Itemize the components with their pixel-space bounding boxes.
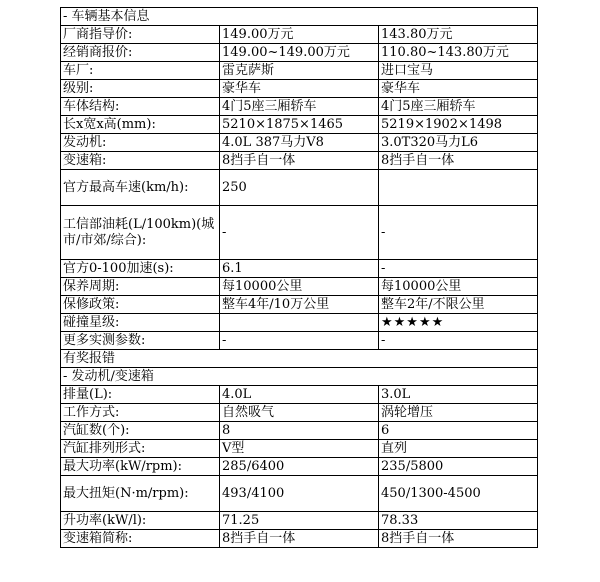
value-car-b: - <box>379 206 538 260</box>
value-car-b: 235/5800 <box>379 458 538 476</box>
table-row <box>61 278 538 296</box>
row-label: 工作方式: <box>61 404 220 422</box>
value-car-b: 8挡手自一体 <box>379 530 538 548</box>
row-label: 排量(L): <box>61 386 220 404</box>
value-car-b: 进口宝马 <box>379 62 538 80</box>
table-row <box>61 44 538 62</box>
table-row <box>61 458 538 476</box>
crash-rating-stars: ★★★★★ <box>379 314 538 332</box>
value-car-b: 6 <box>379 422 538 440</box>
row-label: 经销商报价: <box>61 44 220 62</box>
value-car-b: 78.33 <box>379 512 538 530</box>
value-car-b: 直列 <box>379 440 538 458</box>
value-car-b: 4门5座三厢轿车 <box>379 98 538 116</box>
table-row <box>61 314 538 332</box>
value-car-a: 自然吸气 <box>220 404 379 422</box>
value-car-a: 285/6400 <box>220 458 379 476</box>
table-row <box>61 440 538 458</box>
value-car-b: 8挡手自一体 <box>379 152 538 170</box>
value-car-a: 雷克萨斯 <box>220 62 379 80</box>
row-label: 保修政策: <box>61 296 220 314</box>
value-car-a: V型 <box>220 440 379 458</box>
value-car-a: 6.1 <box>220 260 379 278</box>
table-row <box>61 134 538 152</box>
row-label: 工信部油耗(L/100km)(城市/市郊/综合): <box>61 206 220 260</box>
row-label: 变速箱简称: <box>61 530 220 548</box>
value-car-a: 5210×1875×1465 <box>220 116 379 134</box>
value-car-b: 涡轮增压 <box>379 404 538 422</box>
table-row <box>61 98 538 116</box>
table-row <box>61 206 538 260</box>
section-header-basic <box>61 8 538 26</box>
value-car-a: - <box>220 332 379 350</box>
table-row <box>61 296 538 314</box>
table-row <box>61 116 538 134</box>
table-row <box>61 530 538 548</box>
value-car-a: 250 <box>220 170 379 206</box>
section-title[interactable]: - 发动机/变速箱 <box>61 368 538 386</box>
value-car-b: - <box>379 332 538 350</box>
value-car-a: 4.0L <box>220 386 379 404</box>
section-header-award <box>61 350 538 368</box>
value-car-b: 110.80~143.80万元 <box>379 44 538 62</box>
value-car-b: 143.80万元 <box>379 26 538 44</box>
table-row <box>61 152 538 170</box>
value-car-b: 豪华车 <box>379 80 538 98</box>
row-label: 官方0-100加速(s): <box>61 260 220 278</box>
value-car-a: 149.00~149.00万元 <box>220 44 379 62</box>
row-label: 车厂: <box>61 62 220 80</box>
value-car-a: 4门5座三厢轿车 <box>220 98 379 116</box>
value-car-a: 4.0L 387马力V8 <box>220 134 379 152</box>
row-label: 保养周期: <box>61 278 220 296</box>
table-row <box>61 512 538 530</box>
value-car-a: 71.25 <box>220 512 379 530</box>
table-row <box>61 80 538 98</box>
row-label: 最大功率(kW/rpm): <box>61 458 220 476</box>
value-car-a: 整车4年/10万公里 <box>220 296 379 314</box>
section-title[interactable]: - 车辆基本信息 <box>61 8 538 26</box>
value-car-a: 493/4100 <box>220 476 379 512</box>
row-label: 变速箱: <box>61 152 220 170</box>
table-row <box>61 260 538 278</box>
value-car-b: 3.0L <box>379 386 538 404</box>
row-label: 发动机: <box>61 134 220 152</box>
value-car-b <box>379 170 538 206</box>
table-row <box>61 62 538 80</box>
value-car-b: 每10000公里 <box>379 278 538 296</box>
row-label: 汽缸数(个): <box>61 422 220 440</box>
table-row <box>61 170 538 206</box>
value-car-b: 整车2年/不限公里 <box>379 296 538 314</box>
row-label: 车体结构: <box>61 98 220 116</box>
table-row <box>61 332 538 350</box>
value-car-a: 8 <box>220 422 379 440</box>
table-row <box>61 386 538 404</box>
value-car-a: 8挡手自一体 <box>220 152 379 170</box>
value-car-b: - <box>379 260 538 278</box>
report-error-link[interactable]: 有奖报错 <box>61 350 538 368</box>
row-label: 碰撞星级: <box>61 314 220 332</box>
value-car-b: 450/1300-4500 <box>379 476 538 512</box>
table-row <box>61 422 538 440</box>
table-row <box>61 26 538 44</box>
row-label: 更多实测参数: <box>61 332 220 350</box>
value-car-a <box>220 314 379 332</box>
row-label: 官方最高车速(km/h): <box>61 170 220 206</box>
table-row <box>61 404 538 422</box>
value-car-a: 每10000公里 <box>220 278 379 296</box>
table-row <box>61 476 538 512</box>
row-label: 汽缸排列形式: <box>61 440 220 458</box>
row-label: 升功率(kW/l): <box>61 512 220 530</box>
section-header-engine <box>61 368 538 386</box>
value-car-a: 8挡手自一体 <box>220 530 379 548</box>
row-label: 长x宽x高(mm): <box>61 116 220 134</box>
value-car-b: 5219×1902×1498 <box>379 116 538 134</box>
value-car-a: - <box>220 206 379 260</box>
row-label: 级别: <box>61 80 220 98</box>
value-car-a: 149.00万元 <box>220 26 379 44</box>
row-label: 最大扭矩(N·m/rpm): <box>61 476 220 512</box>
value-car-a: 豪华车 <box>220 80 379 98</box>
spec-comparison-table <box>60 7 538 548</box>
value-car-b: 3.0T320马力L6 <box>379 134 538 152</box>
row-label: 厂商指导价: <box>61 26 220 44</box>
